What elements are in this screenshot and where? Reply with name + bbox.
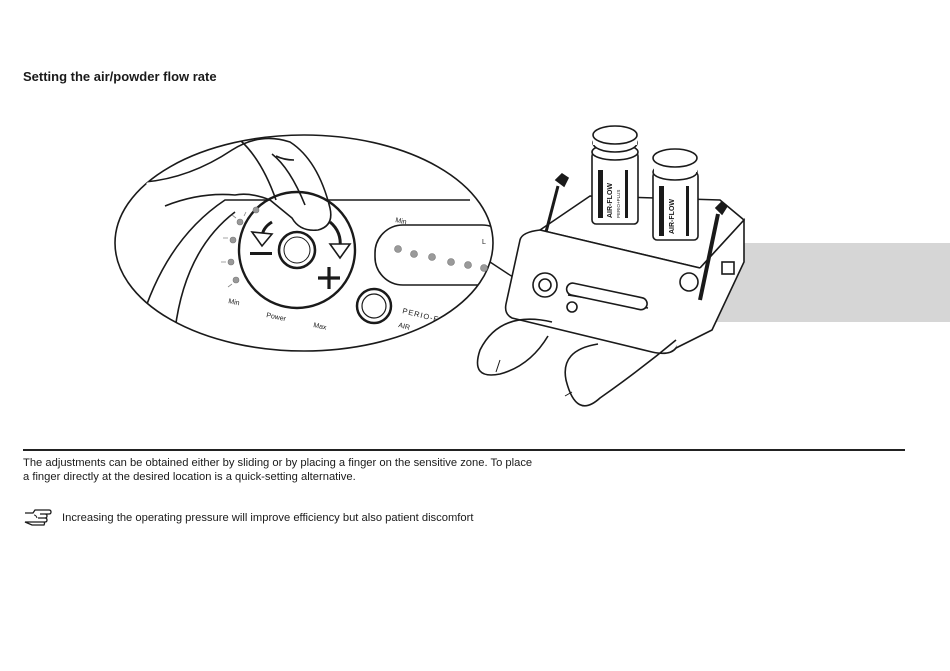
knob-min-label: Min xyxy=(227,298,241,308)
right-bottle-brand: AIR-FLOW xyxy=(669,199,676,234)
knob-max-label: Max xyxy=(312,322,327,332)
left-bottle-product: PERIO+PLUS xyxy=(616,189,621,218)
slider-l-label: L xyxy=(482,239,486,246)
knob-power-label: Power xyxy=(265,312,287,324)
note-text: Increasing the operating pressure will improve efficiency but also patient discomfort xyxy=(62,512,474,524)
note xyxy=(23,507,623,529)
perio-button-label: PERIO-F xyxy=(401,306,441,324)
slider-min-label: Min xyxy=(394,217,408,227)
air-button-label: AIR xyxy=(397,322,411,332)
instructions-paragraph xyxy=(23,456,623,484)
left-bottle-brand: AIR-FLOW xyxy=(607,183,614,218)
instructions-line-1: The adjustments can be obtained either by sliding or by placing a finger on the sensitive zone. To place xyxy=(23,457,533,469)
divider xyxy=(23,449,905,451)
zoom-detail xyxy=(115,135,534,351)
powder-bottle-left xyxy=(592,126,638,224)
instructions-line-2: a finger directly at the desired location is a quick-setting alternative. xyxy=(23,471,356,483)
pointing-hand-icon xyxy=(23,507,53,527)
section-heading: Setting the air/powder flow rate xyxy=(23,69,217,84)
